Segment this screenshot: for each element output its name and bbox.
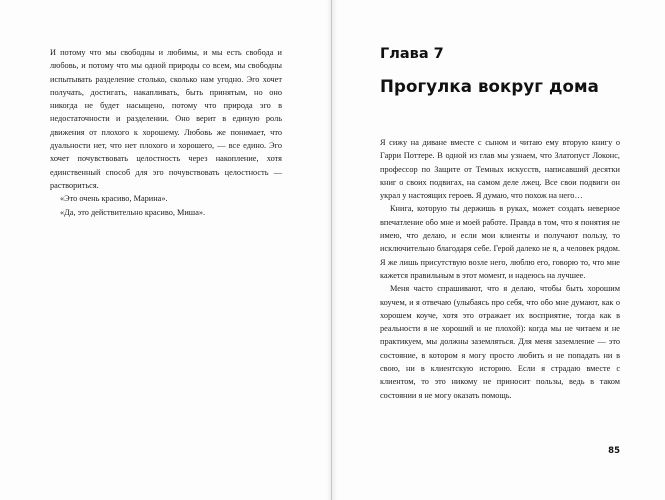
page-number: 85 bbox=[608, 446, 620, 456]
paragraph: И потому что мы свободны и любимы, и мы есть свобода и любовь, и потому что мы одной природы со всем, мы свободны испытывать разделение столько, сколько нам угодно. Эго хочет получать, достигать, накапливать, быть принятым, но оно никогда не будет насыщено, потому что природа эго в недостаточности и разделении. Оно верит в единую роль движения от плохого к хорошему. Любовь же понимает, что дуальности нет, что нет плохого и хорошего, — все едино. Эго хочет почувствовать целостность через накопление, хотя единственный способ для эго почувствовать целостность — раствориться. bbox=[50, 48, 282, 190]
paragraph: Меня часто спрашивают, что я делаю, чтобы быть хорошим коучем, и я отвечаю (улыбаясь про себя, что обо мне думают, как о хорошем коуче, хотя это отражает их восприятие, тогда как в реальности я не хороший и не плохой): когда мы не читаем и не практикуем, мы должны заземляться. Для меня заземление — это состояние, в котором я могу просто любить и не попадать ни в свою, ни в клиентскую историю. Если я страдаю вместе с клиентом, то это никому не приносит пользы, ведь в таком состоянии я не могу оказать помощь. bbox=[380, 284, 620, 400]
paragraph: Книга, которую ты держишь в руках, может создать неверное впечатление обо мне и моей работе. Правда в том, что я понятия не имею, что делаю, и если мои клиенты и получают пользу, то исключительно благодаря себе. Герой далеко не я, а человек рядом. Я же лишь присутствую возле него, люблю его, говорю то, что мне кажется правильным в этот момент, и надеюсь на лучшее. bbox=[380, 204, 620, 280]
paragraph: Я сижу на диване вместе с сыном и читаю ему вторую книгу о Гарри Поттере. В одной из глав мы узнаем, что Златопуст Локонс, профессор по Защите от Темных искусств, написавший десятки книг о своих подвигах, на самом деле лжец. Все свои подвиги он украл у настоящих героев. Я думаю, что похож на него… bbox=[380, 138, 620, 201]
chapter-title: Прогулка вокруг дома bbox=[380, 77, 599, 96]
paragraph: «Да, это действительно красиво, Миша». bbox=[60, 207, 206, 217]
left-page-text bbox=[50, 46, 282, 219]
paragraph: «Это очень красиво, Марина». bbox=[60, 194, 168, 204]
left-page bbox=[0, 0, 332, 500]
right-page-text bbox=[380, 136, 620, 402]
chapter-label: Глава 7 bbox=[380, 46, 444, 62]
right-page bbox=[332, 0, 665, 500]
book-gutter-shadow bbox=[326, 0, 338, 500]
